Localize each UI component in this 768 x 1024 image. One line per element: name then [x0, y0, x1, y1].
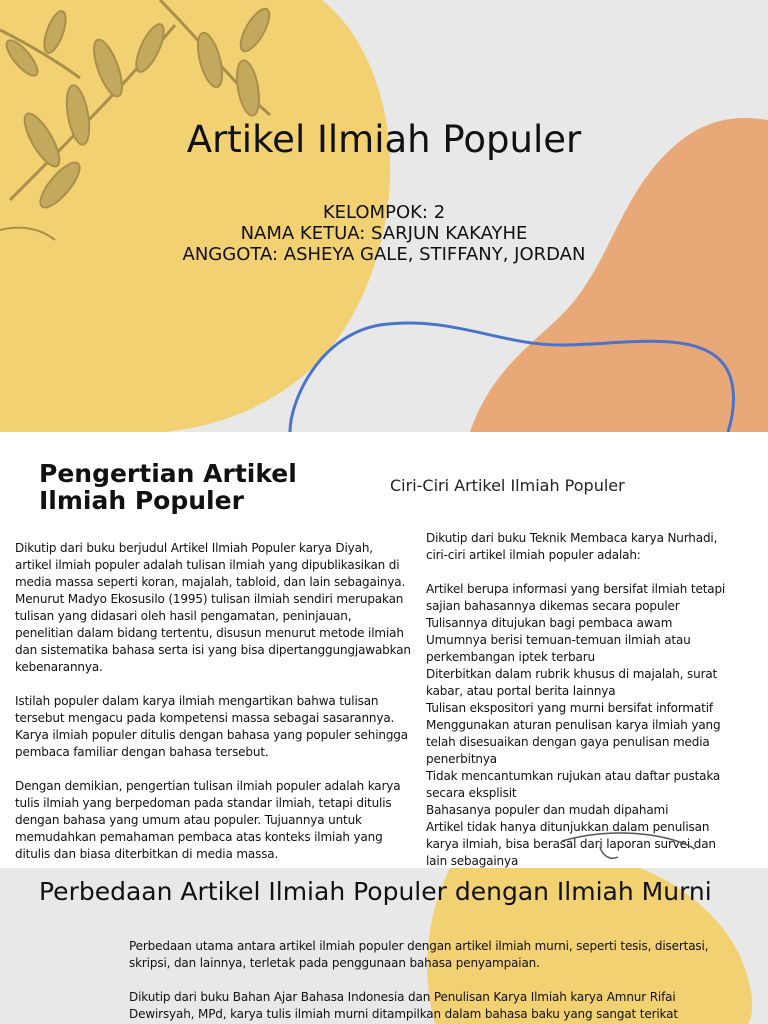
- text-line: perkembangan iptek terbaru: [426, 650, 595, 664]
- text-line: Tulisan ekspositori yang murni bersifat informatif: [426, 701, 713, 715]
- annotation-scribble: [560, 827, 720, 867]
- text-line: Tidak mencantumkan rujukan atau daftar pustaka: [426, 769, 721, 783]
- text-line: Artikel tidak hanya ditunjukkan dalam penulisan: [426, 820, 710, 834]
- text-line: Dikutip dari buku berjudul Artikel Ilmiah Populer karya Diyah,: [15, 541, 373, 555]
- text-line: ditulis dan biasa diterbitkan di media massa.: [15, 847, 279, 861]
- paragraph-gap: [426, 564, 756, 581]
- text-line: ciri-ciri artikel ilmiah populer adalah:: [426, 548, 641, 562]
- definition-text: [15, 540, 411, 863]
- text-line: Dikutip dari buku Bahan Ajar Bahasa Indonesia dan Penulisan Karya Ilmiah karya Amnur Rifai: [129, 990, 676, 1004]
- text-line: kebenarannya.: [15, 660, 103, 674]
- text-line: Tulisannya ditujukan bagi pembaca awam: [426, 616, 673, 630]
- text-line: media massa seperti koran, majalah, tabloid, dan lain sebagainya.: [15, 575, 406, 589]
- definition-heading: Pengertian Artikel Ilmiah Populer: [39, 459, 297, 515]
- text-line: dengan bahasa yang umum atau populer. Tujuannya untuk: [15, 813, 362, 827]
- text-line: Menurut Madyo Ekosusilo (1995) tulisan ilmiah sendiri merupakan: [15, 592, 404, 606]
- text-line: pembaca familiar dengan bahasa tersebut.: [15, 745, 269, 759]
- text-line: tulisan yang didasari oleh hasil pengamatan, peninjauan,: [15, 609, 352, 623]
- text-line: kabar, atau portal berita lainnya: [426, 684, 616, 698]
- text-line: sajian bahasannya dikemas secara populer: [426, 599, 680, 613]
- definition-slide: [0, 432, 768, 868]
- group-leader: NAMA KETUA: SARJUN KAKAYHE: [240, 223, 528, 244]
- text-line: tulis ilmiah yang berpedoman pada standar ilmiah, tetapi ditulis: [15, 796, 392, 810]
- text-line: Dewirsyah, MPd, karya tulis ilmiah murni ditampilkan dalam bahasa baku yang sangat terikat: [129, 1007, 678, 1021]
- paragraph-gap: [15, 676, 405, 693]
- text-line: Umumnya berisi temuan-temuan ilmiah atau: [426, 633, 691, 647]
- text-line: tersebut mengacu pada kompetensi massa sebagai sasarannya.: [15, 711, 395, 725]
- comparison-title: Perbedaan Artikel Ilmiah Populer dengan Ilmiah Murni: [39, 877, 712, 906]
- text-line: Artikel berupa informasi yang bersifat ilmiah tetapi: [426, 582, 726, 596]
- text-line: artikel ilmiah populer adalah tulisan ilmiah yang dipublikasikan di: [15, 558, 400, 572]
- paragraph-gap: [15, 761, 405, 778]
- text-line: lain sebagainya: [426, 854, 519, 868]
- group-info: [0, 202, 768, 265]
- comparison-slide: [0, 868, 768, 1024]
- text-line: secara eksplisit: [426, 786, 517, 800]
- comparison-text: [129, 938, 729, 1023]
- text-line: skripsi, dan lainnya, terletak pada penggunaan bahasa penyampaian.: [129, 956, 540, 970]
- text-line: dan sistematika bahasa serta isi yang bisa dipertanggungjawabkan: [15, 643, 411, 657]
- text-line: Diterbitkan dalam rubrik khusus di majalah, surat: [426, 667, 718, 681]
- text-line: Bahasanya populer dan mudah dipahami: [426, 803, 669, 817]
- title-slide: [0, 0, 768, 432]
- text-line: Istilah populer dalam karya ilmiah mengartikan bahwa tulisan: [15, 694, 379, 708]
- text-line: Karya ilmiah populer ditulis dengan bahasa yang populer sehingga: [15, 728, 408, 742]
- group-members: ANGGOTA: ASHEYA GALE, STIFFANY, JORDAN: [182, 244, 586, 265]
- text-line: penelitian dalam bidang tertentu, disusun menurut metode ilmiah: [15, 626, 404, 640]
- text-line: Menggunakan aturan penulisan karya ilmiah yang: [426, 718, 721, 732]
- text-line: penerbitnya: [426, 752, 497, 766]
- orange-blob-shape: [470, 118, 768, 432]
- characteristics-text: [426, 530, 756, 868]
- characteristics-heading: Ciri-Ciri Artikel Ilmiah Populer: [390, 476, 625, 495]
- text-line: Dengan demikian, pengertian tulisan ilmiah populer adalah karya: [15, 779, 401, 793]
- text-line: Perbedaan utama antara artikel ilmiah populer dengan artikel ilmiah murni, seperti tesis, disertasi,: [129, 939, 709, 953]
- text-line: karya ilmiah, bisa berasal dari laporan survei dan: [426, 837, 716, 851]
- group-number: KELOMPOK: 2: [322, 202, 446, 223]
- paragraph-gap: [129, 972, 729, 989]
- text-line: telah disesuaikan dengan gaya penulisan media: [426, 735, 710, 749]
- text-line: memudahkan pemahaman pembaca atas konteks ilmiah yang: [15, 830, 383, 844]
- presentation-title: Artikel Ilmiah Populer: [186, 118, 582, 161]
- text-line: Dikutip dari buku Teknik Membaca karya Nurhadi,: [426, 531, 718, 545]
